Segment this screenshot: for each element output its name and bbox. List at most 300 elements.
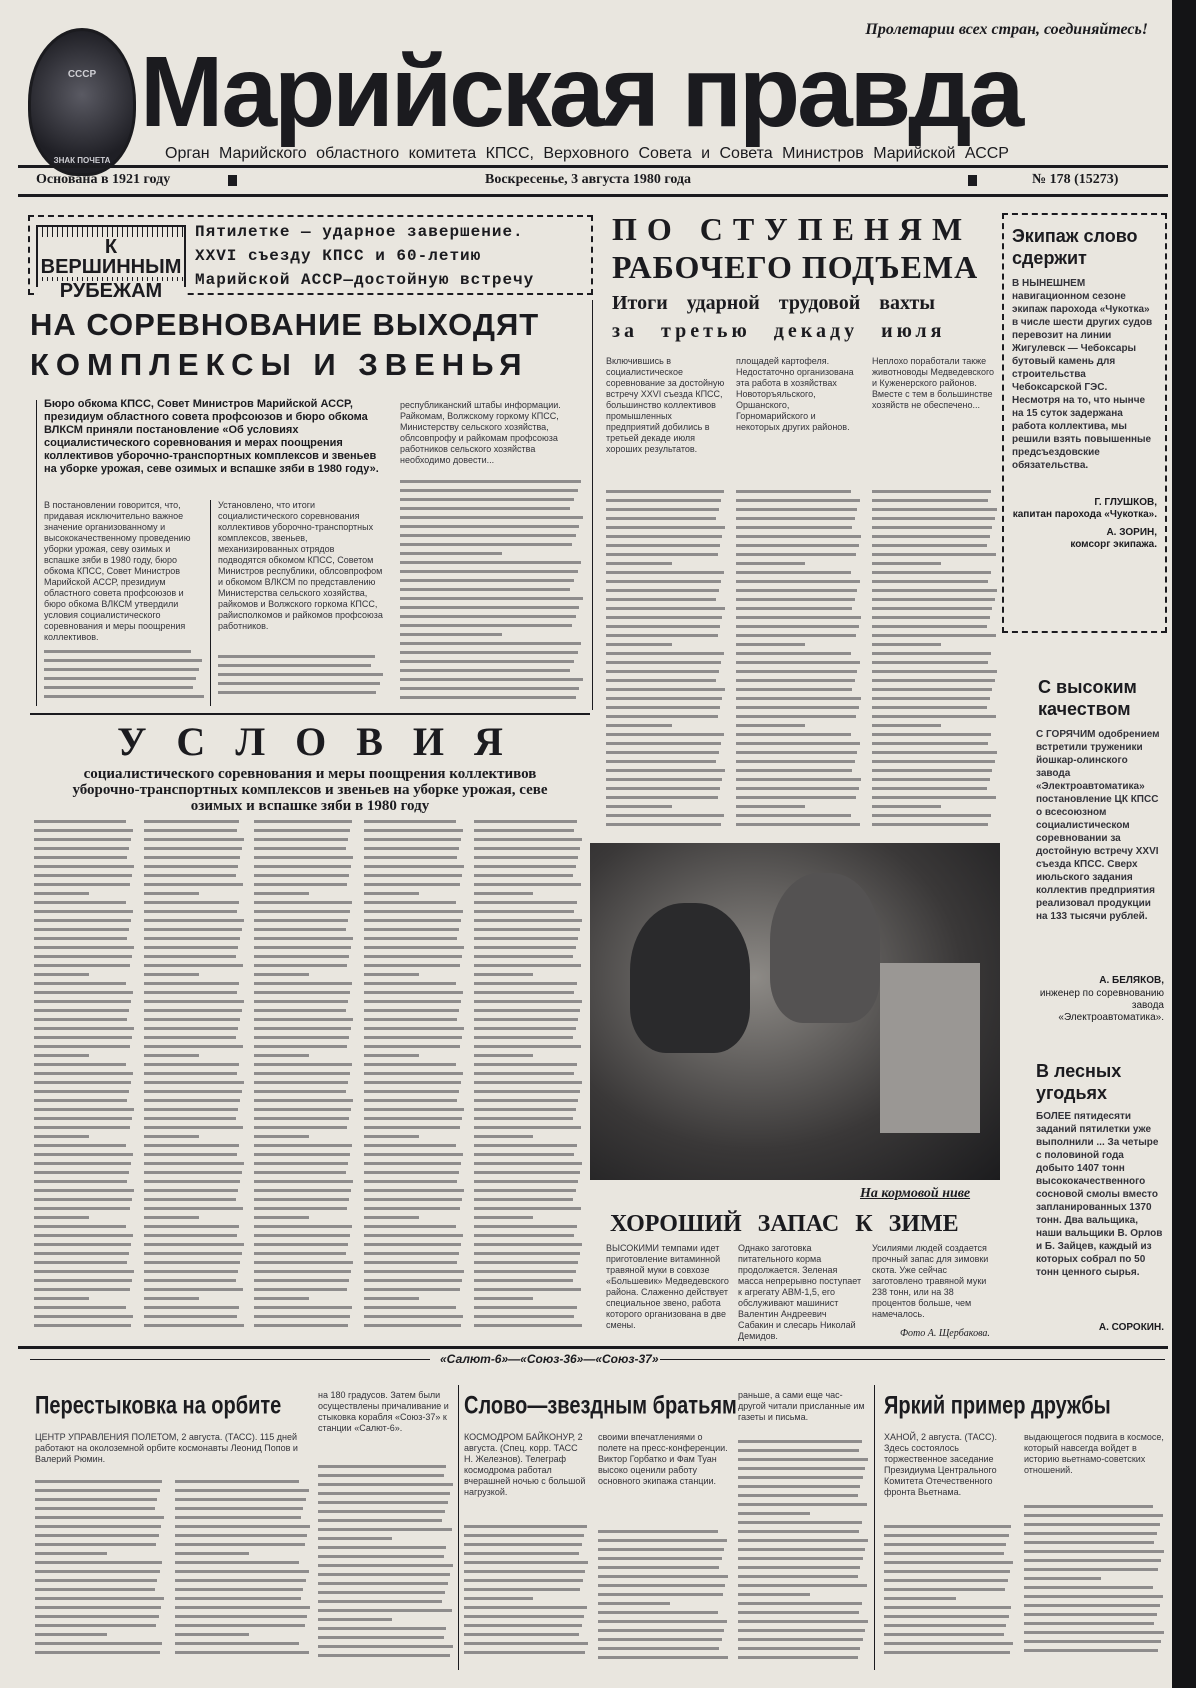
text-line [364, 919, 461, 922]
text-line [254, 847, 346, 850]
text-line [35, 1480, 162, 1483]
text-line [872, 508, 997, 511]
text-line [736, 751, 857, 754]
text-line [364, 1153, 463, 1156]
text-line [736, 490, 851, 493]
text-line [364, 1198, 462, 1201]
lead-headline-1: НА СОРЕВНОВАНИЕ ВЫХОДЯТ [30, 307, 540, 342]
text-line [364, 910, 463, 913]
text-line [254, 1063, 352, 1066]
text-line [364, 1216, 419, 1219]
conditions-title: У С Л О В И Я [117, 719, 503, 764]
text-line [474, 1081, 582, 1084]
text-line [364, 1072, 463, 1075]
text-line [35, 1489, 160, 1492]
text-line [34, 1036, 132, 1039]
text-line [144, 1216, 199, 1219]
text-line [254, 991, 350, 994]
text-line [738, 1557, 863, 1560]
text-line [474, 1261, 578, 1264]
text-line [34, 1261, 127, 1264]
text-line [474, 1054, 533, 1057]
text-line [884, 1552, 1004, 1555]
text-line [318, 1627, 446, 1630]
text-column-texture [598, 1530, 728, 1665]
text-line [254, 1315, 350, 1318]
text-line [34, 883, 130, 886]
reserve-column-2: Однако заготовка питательного корма продолжается. Зеленая масса непрерывно поступает к агрегату АВМ-1,5, его обслуживают машинист Валентин Андреевич Сабакин и слесарь Николай Демидов. [738, 1243, 862, 1341]
text-line [872, 616, 990, 619]
text-line [34, 1009, 129, 1012]
text-line [34, 910, 133, 913]
text-line [884, 1606, 1011, 1609]
text-line [872, 670, 997, 673]
text-line [364, 901, 456, 904]
text-line [254, 865, 351, 868]
text-line [400, 597, 583, 600]
text-line [738, 1584, 867, 1587]
text-line [318, 1618, 392, 1621]
text-line [175, 1570, 309, 1573]
text-line [736, 787, 859, 790]
text-column-texture [464, 1525, 589, 1665]
crew-title: Экипаж слово сдержит [1012, 226, 1138, 268]
text-line [474, 955, 573, 958]
scan-edge [1172, 0, 1196, 1688]
text-line [144, 1090, 242, 1093]
text-line [400, 579, 574, 582]
text-line [400, 516, 583, 519]
text-line [1024, 1514, 1163, 1517]
text-line [34, 1144, 126, 1147]
text-line [474, 1225, 577, 1228]
text-line [598, 1584, 725, 1587]
text-line [218, 673, 383, 676]
text-line [175, 1561, 299, 1564]
text-line [736, 742, 860, 745]
text-line [254, 1081, 348, 1084]
text-line [144, 829, 237, 832]
column-divider [874, 1385, 875, 1670]
text-line [254, 1018, 353, 1021]
text-line [34, 919, 131, 922]
text-line [144, 838, 244, 841]
text-line [254, 1288, 347, 1291]
text-line [474, 1252, 580, 1255]
text-line [474, 838, 582, 841]
text-line [400, 534, 576, 537]
text-line [254, 1243, 348, 1246]
text-line [738, 1512, 810, 1515]
text-line [44, 659, 202, 662]
text-line [44, 695, 204, 698]
steps-headline-2: РАБОЧЕГО ПОДЪЕМА [612, 249, 979, 285]
text-line [606, 517, 716, 520]
organ-subtitle: Орган Марийского областного комитета КПСС, Верховного Совета и Совета Министров Марийской АССР [165, 145, 1009, 162]
text-line [606, 571, 724, 574]
photo-credit: Фото А. Щербакова. [900, 1328, 990, 1339]
text-line [364, 1306, 456, 1309]
text-line [35, 1534, 159, 1537]
text-line [254, 982, 352, 985]
crew-signature-1: Г. ГЛУШКОВ, [1094, 497, 1157, 508]
text-line [400, 687, 579, 690]
text-line [144, 892, 199, 895]
text-line [254, 1036, 349, 1039]
text-line [400, 588, 570, 591]
text-line [400, 669, 570, 672]
text-line [175, 1624, 305, 1627]
text-line [144, 883, 243, 886]
text-line [598, 1566, 719, 1569]
text-line [254, 928, 346, 931]
text-line [144, 1126, 243, 1129]
text-line [474, 1279, 573, 1282]
text-line [738, 1629, 865, 1632]
text-line [364, 1000, 461, 1003]
text-line [872, 580, 988, 583]
text-line [254, 1234, 350, 1237]
issue-date: Воскресенье, 3 августа 1980 года [485, 172, 692, 187]
text-line [736, 643, 805, 646]
text-line [35, 1615, 159, 1618]
column-divider [210, 500, 211, 706]
order-emblem-logo [28, 28, 136, 176]
text-column-texture [738, 1440, 868, 1665]
text-line [144, 1297, 199, 1300]
text-line [474, 946, 576, 949]
slogan: Пролетарии всех стран, соединяйтесь! [865, 21, 1148, 38]
text-line [1024, 1631, 1164, 1634]
text-line [1024, 1622, 1154, 1625]
text-line [400, 570, 578, 573]
divider [660, 1359, 1165, 1360]
text-line [474, 865, 576, 868]
text-line [736, 652, 851, 655]
text-line [364, 1081, 461, 1084]
text-line [736, 805, 805, 808]
text-line [872, 634, 996, 637]
text-line [34, 991, 133, 994]
text-line [364, 1162, 461, 1165]
text-line [736, 724, 805, 727]
text-line [1024, 1640, 1161, 1643]
text-line [606, 805, 672, 808]
text-line [474, 856, 578, 859]
column-divider [36, 400, 37, 706]
text-line [34, 1117, 132, 1120]
text-line [34, 1063, 126, 1066]
text-line [364, 847, 459, 850]
text-line [34, 892, 89, 895]
text-line [144, 1180, 240, 1183]
divider [18, 194, 1168, 197]
text-line [35, 1525, 161, 1528]
text-line [736, 553, 856, 556]
text-line [318, 1555, 444, 1558]
text-line [474, 1144, 577, 1147]
text-line [34, 946, 134, 949]
text-line [318, 1474, 444, 1477]
text-line [606, 724, 672, 727]
text-line [598, 1638, 722, 1641]
text-line [144, 919, 244, 922]
text-line [34, 955, 132, 958]
text-line [474, 964, 581, 967]
text-line [175, 1552, 249, 1555]
text-line [736, 508, 857, 511]
text-line [364, 1099, 457, 1102]
text-line [474, 883, 581, 886]
text-line [218, 655, 375, 658]
text-line [34, 1297, 89, 1300]
text-line [598, 1530, 718, 1533]
text-line [254, 1207, 347, 1210]
text-column-texture [144, 820, 244, 1338]
text-line [318, 1654, 450, 1657]
text-line [34, 820, 126, 823]
text-line [474, 1288, 581, 1291]
text-column-texture [736, 490, 861, 835]
text-line [606, 652, 724, 655]
text-line [175, 1651, 309, 1654]
divider [18, 165, 1168, 168]
text-line [598, 1656, 728, 1659]
text-line [736, 823, 860, 826]
text-line [606, 535, 722, 538]
text-line [872, 598, 995, 601]
text-line [464, 1579, 583, 1582]
divider [30, 713, 590, 715]
text-line [738, 1539, 868, 1542]
text-column-texture [364, 820, 464, 1338]
text-line [35, 1579, 157, 1582]
text-line [598, 1575, 728, 1578]
steps-subheadline: Итоги ударной трудовой вахты [612, 292, 935, 314]
lead-side-text: республиканский штабы информации. Райкомам, Волжскому горкому КПСС, Министерству сельского хозяйства, облсовпрофу и райкомам профсоюза работников сельского хозяйства необходимо довести... [400, 400, 561, 465]
text-line [474, 1090, 580, 1093]
text-line [464, 1534, 584, 1537]
text-line [318, 1591, 445, 1594]
text-line [736, 535, 861, 538]
text-line [1024, 1541, 1154, 1544]
text-line [1024, 1523, 1160, 1526]
text-line [400, 498, 574, 501]
text-line [606, 526, 725, 529]
text-column-texture [318, 1465, 453, 1665]
text-line [364, 1234, 463, 1237]
text-line [872, 769, 992, 772]
text-line [736, 697, 861, 700]
text-line [34, 1243, 131, 1246]
text-line [34, 973, 89, 976]
text-line [34, 1324, 131, 1327]
text-line [34, 1108, 134, 1111]
text-line [34, 928, 129, 931]
text-line [738, 1485, 860, 1488]
text-line [34, 1315, 133, 1318]
text-line [364, 883, 460, 886]
text-line [1024, 1649, 1158, 1652]
text-line [872, 760, 995, 763]
text-line [400, 525, 579, 528]
divider [30, 1359, 430, 1360]
text-line [736, 778, 861, 781]
text-line [34, 1234, 133, 1237]
text-line [144, 1324, 244, 1327]
text-line [35, 1543, 156, 1546]
text-line [738, 1602, 862, 1605]
banner-line: Пятилетке — ударное завершение. [195, 223, 524, 241]
text-line [884, 1633, 1004, 1636]
text-line [606, 490, 724, 493]
text-line [474, 1198, 573, 1201]
text-line [872, 562, 941, 565]
square-ornament [228, 175, 237, 186]
crew-box [1002, 213, 1167, 633]
text-line [35, 1588, 155, 1591]
text-line [175, 1579, 306, 1582]
text-line [872, 778, 990, 781]
text-line [884, 1579, 1008, 1582]
text-line [254, 973, 309, 976]
text-line [474, 937, 578, 940]
text-line [254, 937, 353, 940]
text-line [318, 1465, 446, 1468]
text-line [872, 544, 987, 547]
text-line [474, 820, 577, 823]
text-line [175, 1588, 303, 1591]
text-line [34, 1072, 133, 1075]
text-line [364, 838, 461, 841]
text-line [254, 1090, 346, 1093]
text-line [474, 1216, 533, 1219]
text-line [884, 1588, 1005, 1591]
text-line [738, 1647, 860, 1650]
text-line [872, 724, 941, 727]
text-line [738, 1548, 865, 1551]
text-line [736, 760, 855, 763]
text-line [474, 1063, 577, 1066]
text-line [606, 553, 718, 556]
text-line [606, 715, 718, 718]
text-line [606, 607, 725, 610]
text-line [175, 1597, 301, 1600]
text-column-texture [884, 1525, 1014, 1665]
docking-text: ЦЕНТР УПРАВЛЕНИЯ ПОЛЕТОМ, 2 августа. (ТАСС). 115 дней работают на околоземной орбите космонавты Леонид Попов и Валерий Рюмин. [35, 1432, 298, 1464]
text-line [318, 1492, 450, 1495]
text-line [254, 874, 349, 877]
text-line [318, 1600, 442, 1603]
text-line [872, 733, 991, 736]
text-line [606, 814, 724, 817]
text-line [254, 1108, 351, 1111]
text-line [34, 1126, 130, 1129]
text-line [598, 1539, 727, 1542]
text-line [872, 625, 987, 628]
text-line [400, 696, 576, 699]
text-line [872, 688, 992, 691]
text-line [474, 1108, 576, 1111]
text-line [144, 964, 243, 967]
text-line [35, 1633, 107, 1636]
text-line [254, 946, 351, 949]
text-line [34, 1162, 131, 1165]
text-line [364, 856, 457, 859]
text-line [364, 1036, 462, 1039]
text-line [400, 507, 570, 510]
text-line [364, 1189, 464, 1192]
workers-photo [590, 843, 1000, 1180]
text-line [474, 1126, 581, 1129]
quality-title: С высоким качеством [1038, 677, 1137, 719]
text-line [34, 1090, 129, 1093]
text-line [474, 1117, 573, 1120]
text-column-texture [35, 1480, 165, 1665]
text-line [254, 1324, 348, 1327]
text-line [474, 874, 573, 877]
text-line [144, 1270, 238, 1273]
text-line [606, 823, 721, 826]
text-line [34, 1198, 132, 1201]
steps-column-3: Неплохо поработали также животноводы Медведевского и Куженерского районов. Вместе с тем в большинстве хозяйств не обеспечено... [872, 356, 995, 410]
text-line [364, 874, 462, 877]
text-line [606, 688, 725, 691]
text-line [144, 982, 239, 985]
text-line [474, 1324, 582, 1327]
lead-paragraph: Бюро обкома КПСС, Совет Министров Марийской АССР, президиум областного совета профсоюзов и бюро обкома ВЛКСМ приняли постановление «Об условиях социалистического соревнования и мерах поощрения коллективов уборочно-транспортных комплексов и звеньев на уборке урожая, севе озимых и вспашке зяби в 1980 году». [44, 398, 379, 475]
text-column-texture [474, 820, 582, 1338]
newspaper-title: Марийская правда [140, 36, 1022, 148]
text-line [738, 1494, 858, 1497]
text-line [400, 642, 581, 645]
text-line [254, 1261, 353, 1264]
text-line [872, 652, 991, 655]
text-line [464, 1552, 579, 1555]
text-line [738, 1530, 859, 1533]
text-line [606, 499, 721, 502]
text-line [884, 1651, 1010, 1654]
conditions-subtitle: социалистического соревнования и меры поощрения коллективов уборочно-транспортных комплексов и звеньев на уборке урожая, севе озимых и вспашке зяби в 1980 году [72, 766, 548, 814]
text-line [254, 892, 309, 895]
text-line [364, 1063, 456, 1066]
text-line [736, 733, 851, 736]
text-line [34, 1018, 127, 1021]
text-line [34, 1207, 130, 1210]
text-line [144, 973, 199, 976]
text-line [364, 1144, 456, 1147]
text-line [144, 1036, 236, 1039]
machine-panel [880, 963, 980, 1133]
text-line [318, 1573, 450, 1576]
text-line [364, 1027, 464, 1030]
text-line [144, 1225, 239, 1228]
text-line [175, 1507, 303, 1510]
text-line [175, 1543, 305, 1546]
text-line [872, 823, 988, 826]
text-line [1024, 1532, 1157, 1535]
text-line [318, 1501, 448, 1504]
text-line [144, 1162, 244, 1165]
text-line [736, 769, 852, 772]
text-line [144, 901, 239, 904]
text-line [318, 1645, 453, 1648]
text-line [474, 1153, 574, 1156]
text-line [606, 760, 716, 763]
text-line [254, 1126, 347, 1129]
text-line [175, 1606, 310, 1609]
text-line [144, 1306, 239, 1309]
